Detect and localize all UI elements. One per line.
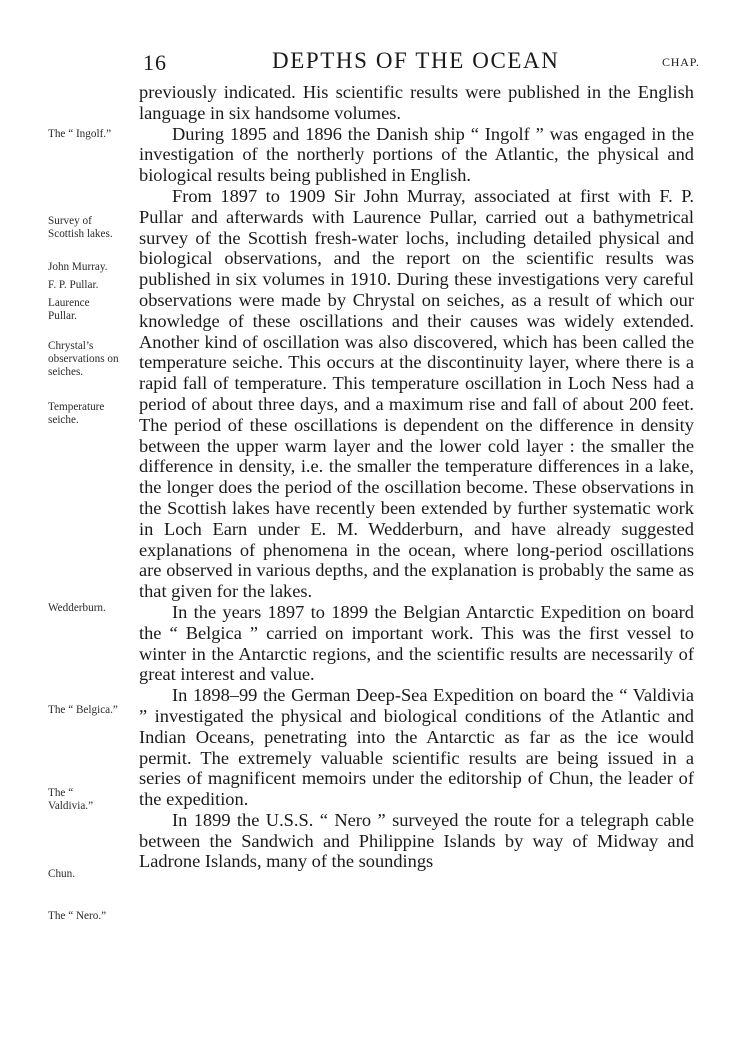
chapter-abbreviation: CHAP. [662,55,700,69]
margin-note-chun: Chun. [48,868,76,880]
page-number: 16 [143,50,167,75]
margin-note-john-murray: John Murray. [48,261,108,273]
margin-note-scottish-lakes: Survey of Scottish lakes. [48,215,113,240]
margin-note-wedderburn: Wedderburn. [48,602,106,614]
margin-note-temperature-seiche: Temperature seiche. [48,401,105,426]
paragraph-nero: In 1899 the U.S.S. “ Nero ” surveyed the route for a telegraph cable between the Sandwich and Philippine Islands by way of Midway and Ladrone Islands, many of the soundings [139,809,694,872]
paragraph-scottish-survey: From 1897 to 1909 Sir John Murray, associated at first with F. P. Pullar and afterwards with Laurence Pullar, carried out a bathymetrical survey of the Scottish fresh-water lochs, including detailed physical and biological observations, and the report on the scientific results was published in six volumes in 1910. During these investigations very careful observations were made by Chrystal on seiches, as a result of which our knowledge of these oscillations and their causes was widely extended. Another kind of oscillation was also discovered, which has been called the temperature seiche. This occurs at the discontinuity layer, where there is a rapid fall of temperature. This temperature oscillation in Loch Ness had a period of about three days, and a maximum rise and fall of about 200 feet. The period of these oscillations is dependent on the difference in density between the upper warm layer and the lower cold layer : the smaller the difference in density, i.e. the smaller the temperature differences in a lake, the longer does the period of the oscillation become. These observations in the Scottish lakes have recently been extended by further systematic work in Loch Earn under E. M. Wedderburn, and have already suggested explanations of phenomena in the ocean, where long-period oscillations are observed in various depths, and the explanation is probably the same as that given for the lakes. [139,185,694,602]
running-title: DEPTHS OF THE OCEAN [272,48,560,73]
margin-note-fp-pullar: F. P. Pullar. [48,279,99,291]
body-text [139,82,694,872]
margin-note-chrystal: Chrystal’s observations on seiches. [48,340,119,378]
margin-note-nero: The “ Nero.” [48,910,107,922]
margin-note-belgica: The “ Belgica.” [48,704,118,716]
margin-note-ingolf: The “ Ingolf.” [48,128,112,140]
paragraph-belgica: In the years 1897 to 1899 the Belgian Antarctic Expedition on board the “ Belgica ” carried on important work. This was the first vessel to winter in the Antarctic regions, and the scientific results are necessarily of great interest and value. [139,601,694,685]
paragraph-continued: previously indicated. His scientific results were published in the English language in six handsome volumes. [139,82,694,123]
paragraph-valdivia: In 1898–99 the German Deep-Sea Expedition on board the “ Valdivia ” investigated the physical and biological conditions of the Atlantic and Indian Oceans, penetrating into the Antarctic as far as the ice would permit. The extremely valuable scientific results are being issued in a series of magnificent memoirs under the editorship of Chun, the leader of the expedition. [139,685,694,810]
margin-note-laurence-pullar: Laurence Pullar. [48,297,90,322]
margin-note-valdivia: The “ Valdivia.” [48,787,94,812]
paragraph-ingolf: During 1895 and 1896 the Danish ship “ Ingolf ” was engaged in the investigation of the northerly portions of the Atlantic, the physical and biological results being published in English. [139,123,694,186]
